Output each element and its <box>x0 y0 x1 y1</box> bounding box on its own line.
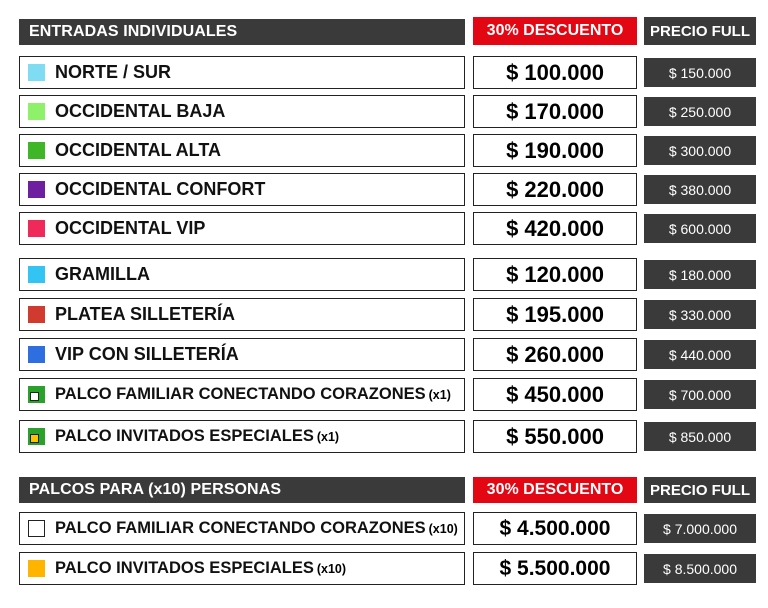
full-price: $ 330.000 <box>644 300 756 329</box>
row-label-box <box>19 298 465 331</box>
full-price: $ 440.000 <box>644 340 756 369</box>
discount-price: $ 190.000 <box>473 134 637 167</box>
full-price: $ 180.000 <box>644 260 756 289</box>
color-swatch <box>28 560 45 577</box>
row-label-box <box>19 378 465 411</box>
row-label: PALCO FAMILIAR CONECTANDO CORAZONES <box>55 385 426 403</box>
discount-price: $ 170.000 <box>473 95 637 128</box>
row-label-box <box>19 512 465 545</box>
color-swatch <box>28 306 45 323</box>
row-label-box <box>19 134 465 167</box>
discount-price: $ 220.000 <box>473 173 637 206</box>
discount-price: $ 260.000 <box>473 338 637 371</box>
full-price: $ 600.000 <box>644 214 756 243</box>
row-label: PALCO INVITADOS ESPECIALES <box>55 559 314 577</box>
section1-discount-header: 30% DESCUENTO <box>473 17 637 45</box>
row-label: VIP CON SILLETERÍA <box>55 344 239 364</box>
row-label: OCCIDENTAL BAJA <box>55 101 226 121</box>
color-swatch-inner <box>30 392 39 401</box>
row-label-box <box>19 258 465 291</box>
section1-title: ENTRADAS INDIVIDUALES <box>19 19 465 45</box>
section2-full-header: PRECIO FULL <box>644 477 756 503</box>
row-label: GRAMILLA <box>55 264 150 284</box>
row-label-box <box>19 173 465 206</box>
row-label-box <box>19 338 465 371</box>
full-price: $ 300.000 <box>644 136 756 165</box>
color-swatch <box>28 346 45 363</box>
row-label: NORTE / SUR <box>55 62 172 82</box>
full-price: $ 850.000 <box>644 422 756 451</box>
row-label: PLATEA SILLETERÍA <box>55 304 235 324</box>
row-label: OCCIDENTAL VIP <box>55 218 206 238</box>
section1-full-header: PRECIO FULL <box>644 17 756 45</box>
row-label: OCCIDENTAL ALTA <box>55 140 221 160</box>
row-label-box <box>19 56 465 89</box>
discount-price: $ 120.000 <box>473 258 637 291</box>
discount-price: $ 420.000 <box>473 212 637 245</box>
full-price: $ 150.000 <box>644 58 756 87</box>
color-swatch <box>28 386 45 403</box>
discount-price: $ 100.000 <box>473 56 637 89</box>
color-swatch <box>28 103 45 120</box>
section2-title: PALCOS PARA (x10) PERSONAS <box>19 477 465 503</box>
color-swatch <box>28 220 45 237</box>
color-swatch <box>28 266 45 283</box>
row-quantity-suffix: (x1) <box>316 429 340 444</box>
row-label: PALCO FAMILIAR CONECTANDO CORAZONES <box>55 519 426 537</box>
color-swatch <box>28 64 45 81</box>
row-label-box <box>19 212 465 245</box>
color-swatch-inner <box>30 434 39 443</box>
full-price: $ 8.500.000 <box>644 554 756 583</box>
full-price: $ 380.000 <box>644 175 756 204</box>
row-quantity-suffix: (x10) <box>428 521 458 536</box>
discount-price: $ 195.000 <box>473 298 637 331</box>
discount-price: $ 4.500.000 <box>473 512 637 545</box>
section2-discount-header: 30% DESCUENTO <box>473 477 637 503</box>
row-label-box <box>19 420 465 453</box>
discount-price: $ 450.000 <box>473 378 637 411</box>
row-label: PALCO INVITADOS ESPECIALES <box>55 427 314 445</box>
discount-price: $ 5.500.000 <box>473 552 637 585</box>
full-price: $ 700.000 <box>644 380 756 409</box>
row-quantity-suffix: (x10) <box>316 561 347 576</box>
discount-price: $ 550.000 <box>473 420 637 453</box>
full-price: $ 250.000 <box>644 97 756 126</box>
row-label: OCCIDENTAL CONFORT <box>55 179 266 199</box>
full-price: $ 7.000.000 <box>644 514 756 543</box>
row-quantity-suffix: (x1) <box>428 387 451 402</box>
color-swatch <box>28 428 45 445</box>
color-swatch <box>28 142 45 159</box>
row-label-box <box>19 552 465 585</box>
row-label-box <box>19 95 465 128</box>
color-swatch <box>28 181 45 198</box>
color-swatch <box>28 520 45 537</box>
